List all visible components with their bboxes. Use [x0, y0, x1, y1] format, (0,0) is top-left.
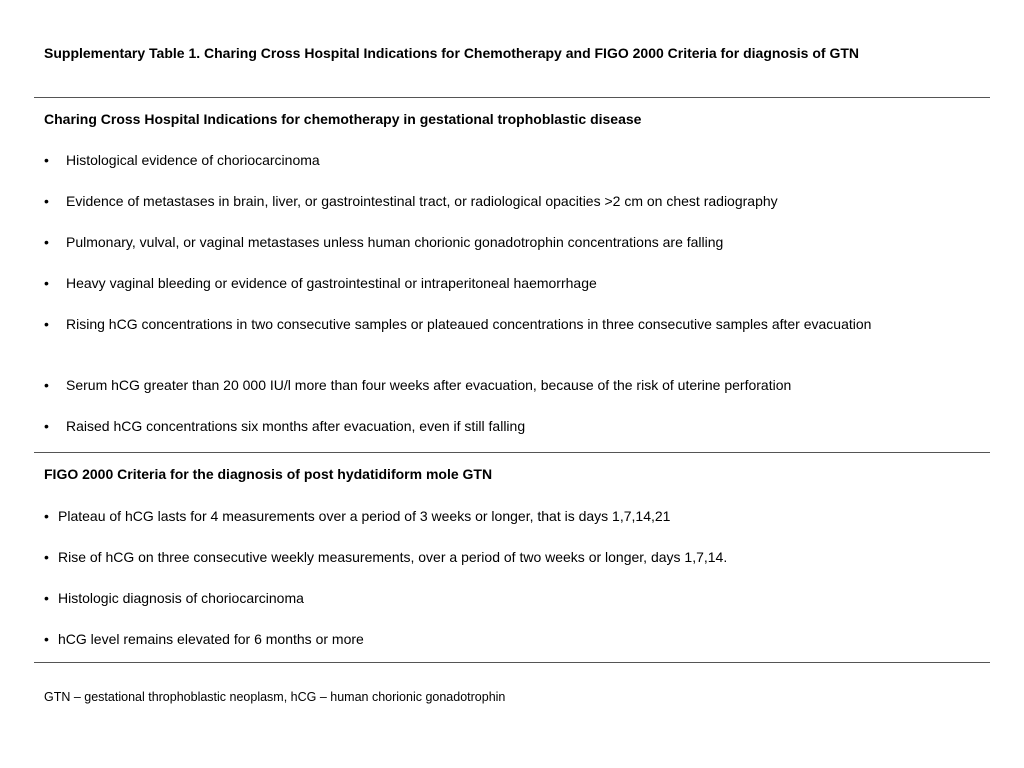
bullet-icon: •: [44, 193, 49, 209]
table-bottom-rule: [34, 662, 990, 663]
bullet-icon: •: [44, 316, 49, 332]
list-item: [44, 416, 944, 436]
list-item: [44, 232, 944, 252]
list-item-text: Serum hCG greater than 20 000 IU/l more than four weeks after evacuation, because of the risk of uterine perforation: [66, 377, 792, 393]
list-item-text: Pulmonary, vulval, or vaginal metastases unless human chorionic gonadotrophin concentrations are falling: [66, 234, 724, 250]
list-item-text: hCG level remains elevated for 6 months or more: [58, 631, 364, 647]
list-item-text: Raised hCG concentrations six months after evacuation, even if still falling: [66, 418, 526, 434]
list-item: [44, 375, 944, 395]
section-heading: Charing Cross Hospital Indications for chemotherapy in gestational trophoblastic disease: [44, 111, 642, 127]
table-top-rule: [34, 97, 990, 98]
bullet-icon: •: [44, 377, 49, 393]
list-item: [44, 191, 944, 211]
list-item: [44, 547, 944, 567]
list-item: [44, 506, 944, 526]
bullet-icon: •: [44, 590, 49, 606]
section-heading: FIGO 2000 Criteria for the diagnosis of post hydatidiform mole GTN: [44, 466, 493, 482]
bullet-icon: •: [44, 631, 49, 647]
list-item-text: Histologic diagnosis of choriocarcinoma: [58, 590, 304, 606]
list-item-text: Histological evidence of choriocarcinoma: [66, 152, 320, 168]
table-footnote: GTN – gestational throphoblastic neoplasm, hCG – human chorionic gonadotrophin: [44, 690, 506, 704]
bullet-icon: •: [44, 549, 49, 565]
bullet-icon: •: [44, 275, 49, 291]
list-item-text: Rising hCG concentrations in two consecutive samples or plateaued concentrations in three consecutive samples after evacuation: [66, 316, 872, 332]
list-item-text: Plateau of hCG lasts for 4 measurements over a period of 3 weeks or longer, that is days 1,7,14,21: [58, 508, 671, 524]
table-title: Supplementary Table 1. Charing Cross Hospital Indications for Chemotherapy and FIGO 2000 Criteria for diagnosis of GTN: [44, 45, 860, 61]
bullet-icon: •: [44, 234, 49, 250]
list-item: [44, 314, 904, 334]
bullet-icon: •: [44, 418, 49, 434]
section-divider-rule: [34, 452, 990, 453]
list-item-text: Evidence of metastases in brain, liver, or gastrointestinal tract, or radiological opacities >2 cm on chest radiography: [66, 193, 778, 209]
list-item: [44, 588, 944, 608]
list-item-text: Rise of hCG on three consecutive weekly measurements, over a period of two weeks or longer, days 1,7,14.: [58, 549, 728, 565]
bullet-icon: •: [44, 152, 49, 168]
list-item: [44, 273, 944, 293]
list-item: [44, 150, 944, 170]
bullet-icon: •: [44, 508, 49, 524]
list-item-text: Heavy vaginal bleeding or evidence of gastrointestinal or intraperitoneal haemorrhage: [66, 275, 597, 291]
list-item: [44, 629, 944, 649]
